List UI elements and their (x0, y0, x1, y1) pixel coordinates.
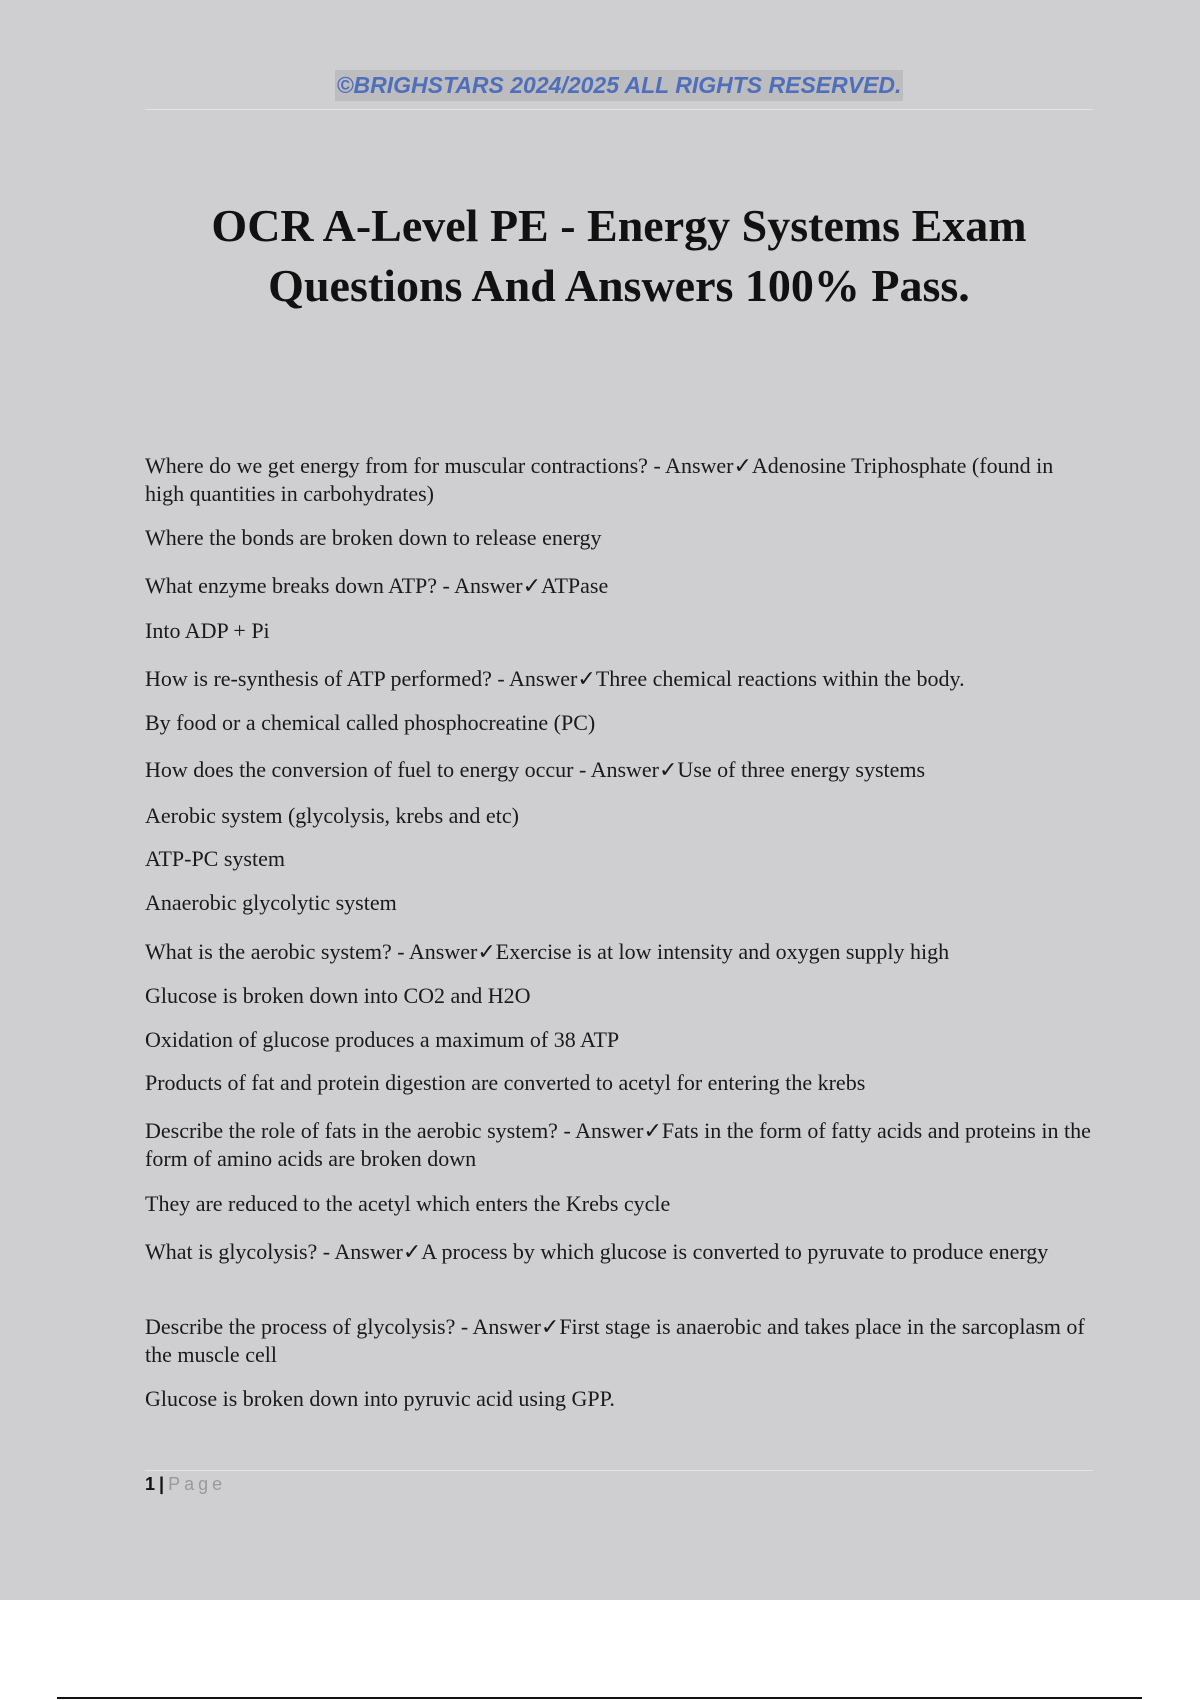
qa-item: Glucose is broken down into CO2 and H2O (145, 983, 531, 1008)
page-footer (145, 1474, 226, 1495)
qa-item: Into ADP + Pi (145, 618, 270, 643)
qa-item: Where the bonds are broken down to release energy (145, 525, 602, 550)
qa-item: Oxidation of glucose produces a maximum of 38 ATP (145, 1027, 620, 1052)
page-label: Page (168, 1474, 227, 1494)
qa-item: Describe the role of fats in the aerobic system? - Answer✓Fats in the form of fatty acids and proteins in the form of amino acids are broken down (145, 1118, 1091, 1171)
qa-item: They are reduced to the acetyl which enters the Krebs cycle (145, 1191, 671, 1216)
qa-item: What is the aerobic system? - Answer✓Exercise is at low intensity and oxygen supply high (145, 939, 950, 964)
qa-item: How does the conversion of fuel to energy occur - Answer✓Use of three energy systems (145, 757, 926, 782)
qa-item: Aerobic system (glycolysis, krebs and etc) (145, 803, 519, 828)
page-separator: | (159, 1474, 165, 1494)
qa-item: How is re-synthesis of ATP performed? - Answer✓Three chemical reactions within the body. (145, 666, 965, 691)
qa-item: ATP-PC system (145, 846, 285, 871)
qa-item: Products of fat and protein digestion are converted to acetyl for entering the krebs (145, 1070, 866, 1095)
qa-item: Anaerobic glycolytic system (145, 890, 397, 915)
qa-item: Describe the process of glycolysis? - Answer✓First stage is anaerobic and takes place in the sarcoplasm of the muscle cell (145, 1314, 1085, 1367)
header-divider (145, 109, 1093, 110)
footer-divider (145, 1470, 1093, 1471)
title-line-1: OCR A-Level PE - Energy Systems Exam (211, 200, 1027, 251)
document-title (145, 196, 1093, 316)
qa-item: By food or a chemical called phosphocreatine (PC) (145, 710, 596, 735)
qa-item: What enzyme breaks down ATP? - Answer✓ATPase (145, 573, 609, 598)
title-line-2: Questions And Answers 100% Pass. (268, 260, 970, 311)
qa-item: What is glycolysis? - Answer✓A process by which glucose is converted to pyruvate to produce energy (145, 1239, 1049, 1264)
bottom-rule (57, 1697, 1142, 1699)
qa-item: Where do we get energy from for muscular contractions? - Answer✓Adenosine Triphosphate (found in high quantities in carbohydrates) (145, 453, 1054, 506)
page-header (145, 70, 1093, 101)
copyright-header: ©BRIGHSTARS 2024/2025 ALL RIGHTS RESERVED. (335, 70, 904, 101)
qa-item: Glucose is broken down into pyruvic acid using GPP. (145, 1386, 615, 1411)
page-number: 1 (145, 1474, 156, 1494)
